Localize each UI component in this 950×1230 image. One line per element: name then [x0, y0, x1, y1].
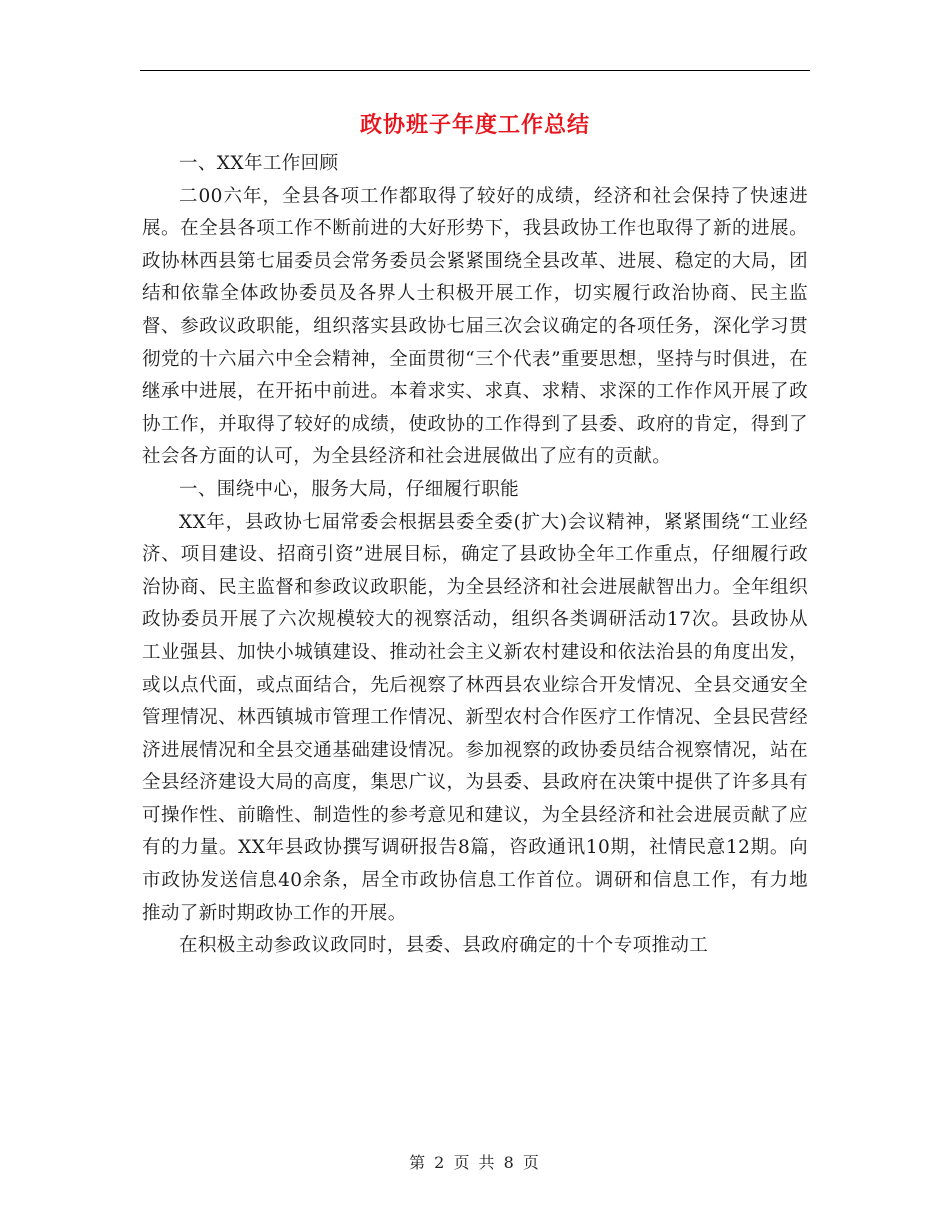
page-number: 第 2 页 共 8 页 [409, 1153, 541, 1172]
paragraph-continuation: 在积极主动参政议政同时，县委、县政府确定的十个专项推动工 [179, 935, 709, 957]
document-title: 政协班子年度工作总结 [359, 112, 590, 138]
paragraph-overview: 二00六年，全县各项工作都取得了较好的成绩，经济和社会保持了快速进展。在全县各项工作不断前进的大好形势下，我县政协工作也取得了新的进展。政协林西县第七届委员会常务委员会紧紧围绕全县改革、进展、稳定的大局，团结和依靠全体政协委员及各界人士积极开展工作，切实履行政治协商、民主监督、参政议政职能，组织落实县政协七届三次会议确定的各项任务，深化学习贯彻党的十六届六中全会精神，全面贯彻“三个代表”重要思想，坚持与时俱进，在继承中进展，在开拓中前进。本着求实、求真、求精、求深的工作作风开展了政协工作，并取得了较好的成绩，使政协的工作得到了县委、政府的肯定，得到了社会各方面的认可，为全县经济和社会进展做出了应有的贡献。 [142, 185, 808, 468]
header-rule [140, 70, 810, 71]
section-heading-duties: 一、围绕中心，服务大局，仔细履行职能 [179, 478, 520, 500]
document-body [142, 148, 808, 963]
section-heading-review: 一、XX年工作回顾 [179, 153, 339, 174]
paragraph-duties: XX年，县政协七届常委会根据县委全委(扩大)会议精神，紧紧围绕“工业经济、项目建设、招商引资”进展目标，确定了县政协全年工作重点，仔细履行政治协商、民主监督和参政议政职能，为全县经济和社会进展献智出力。全年组织政协委员开展了六次规模较大的视察活动，组织各类调研活动17次。县政协从工业强县、加快小城镇建设、推动社会主义新农村建设和依法治县的角度出发，或以点代面，或点面结合，先后视察了林西县农业综合开发情况、全县交通安全管理情况、林西镇城市管理工作情况、新型农村合作医疗工作情况、全县民营经济进展情况和全县交通基础建设情况。参加视察的政协委员结合视察情况，站在全县经济建设大局的高度，集思广议，为县委、县政府在决策中提供了许多具有可操作性、前瞻性、制造性的参考意见和建议，为全县经济和社会进展贡献了应有的力量。XX年县政协撰写调研报告8篇，咨政通讯10期，社情民意12期。向市政协发送信息40余条，居全市政协信息工作首位。调研和信息工作，有力地推动了新时期政协工作的开展。 [142, 511, 808, 924]
